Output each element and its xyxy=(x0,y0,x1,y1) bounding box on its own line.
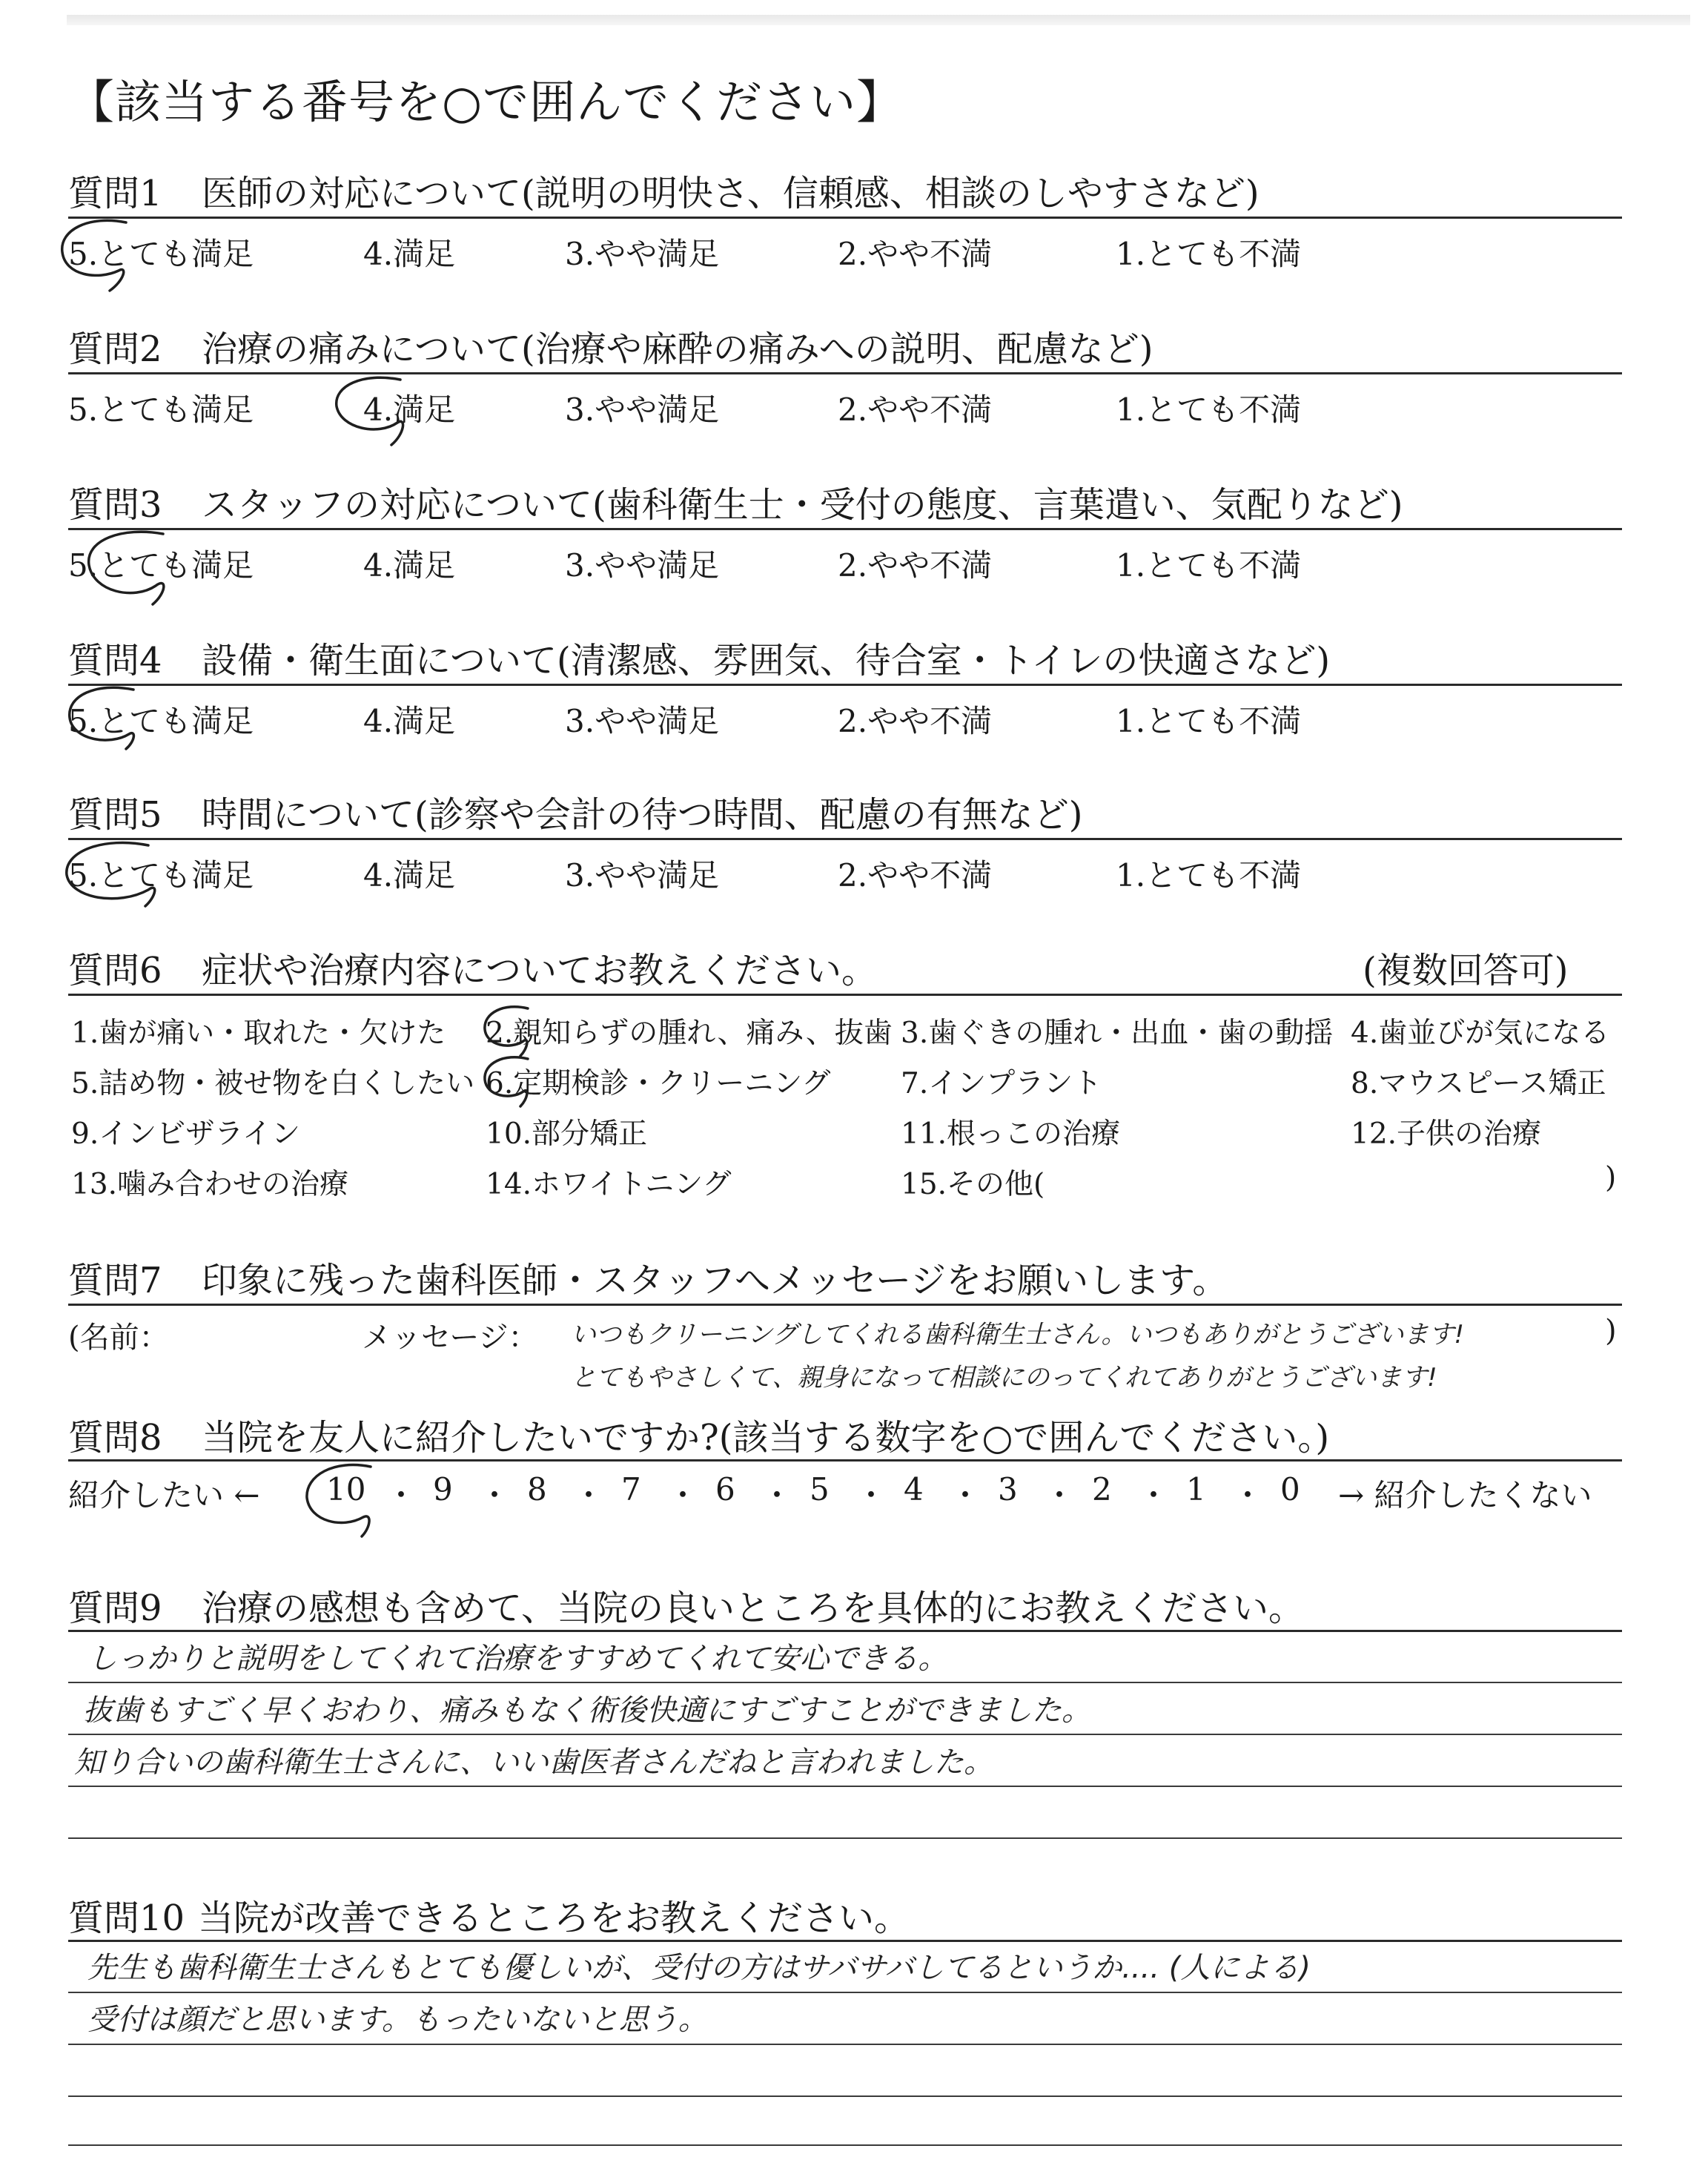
q2-option-1[interactable]: 1.とても不満 xyxy=(1116,392,1302,428)
q6-option-13[interactable]: 13.噛み合わせの治療 xyxy=(71,1168,349,1201)
q6-option-15[interactable]: 15.その他( xyxy=(901,1168,1045,1201)
scale-6[interactable]: 6 xyxy=(715,1471,735,1507)
scale-dot: ・ xyxy=(385,1477,417,1513)
q5-option-2[interactable]: 2.やや不満 xyxy=(838,857,993,894)
scale-dot: ・ xyxy=(573,1477,605,1513)
q3-option-1[interactable]: 1.とても不満 xyxy=(1116,547,1302,584)
scale-0[interactable]: 0 xyxy=(1280,1471,1300,1507)
recommend-left-label: 紹介したい ← xyxy=(68,1477,260,1513)
scale-dot: ・ xyxy=(479,1477,511,1513)
scale-dot: ・ xyxy=(1138,1477,1170,1513)
q9-answer-line-3[interactable]: 知り合いの歯科衛生士さんに、いい歯医者さんだねと言われました。 xyxy=(74,1745,993,1780)
q6-option-9[interactable]: 9.インビザライン xyxy=(71,1117,301,1151)
question-number: 質問9 xyxy=(68,1588,162,1629)
question-text: 症状や治療内容についてお教えください。 xyxy=(202,950,878,991)
message-answer-line-1[interactable]: いつもクリーニングしてくれる歯科衛生士さん。いつもありがとうございます! xyxy=(571,1320,1464,1350)
question-text: スタッフの対応について(歯科衛生士・受付の態度、言葉遣い、気配りなど) xyxy=(202,484,1403,526)
q2-option-4[interactable]: 4.満足 xyxy=(363,392,456,428)
q9-answer-line-1[interactable]: しっかりと説明をしてくれて治療をすすめてくれて安心できる。 xyxy=(87,1642,948,1676)
message-close-paren: ) xyxy=(1605,1314,1617,1348)
scale-dot: ・ xyxy=(667,1477,699,1513)
q1-option-2[interactable]: 2.やや不満 xyxy=(838,236,993,272)
q6-other-close-paren: ) xyxy=(1605,1161,1617,1195)
q5-option-5[interactable]: 5.とても満足 xyxy=(68,857,254,894)
scale-dot: ・ xyxy=(1044,1477,1076,1513)
q2-option-3[interactable]: 3.やや満足 xyxy=(565,392,720,428)
question-number: 質問8 xyxy=(68,1417,162,1459)
q2-option-2[interactable]: 2.やや不満 xyxy=(838,392,993,428)
q6-option-3[interactable]: 3.歯ぐきの腫れ・出血・歯の動揺 xyxy=(901,1017,1334,1050)
question-text: 医師の対応について(説明の明快さ、信頼感、相談のしやすさなど) xyxy=(202,173,1260,214)
q4-selection-circle xyxy=(70,687,134,749)
q4-option-4[interactable]: 4.満足 xyxy=(363,703,456,739)
question-text: 印象に残った歯科医師・スタッフへメッセージをお願いします。 xyxy=(202,1260,1228,1301)
q6-option-12[interactable]: 12.子供の治療 xyxy=(1351,1117,1542,1151)
q5-option-3[interactable]: 3.やや満足 xyxy=(565,857,720,894)
scale-3[interactable]: 3 xyxy=(998,1471,1018,1507)
q6-option-11[interactable]: 11.根っこの治療 xyxy=(901,1117,1121,1151)
recommend-right-label: → 紹介したくない xyxy=(1338,1477,1592,1513)
q10-answer-line-2[interactable]: 受付は顔だと思います。もったいないと思う。 xyxy=(87,2003,708,2037)
question-text: 時間について(診察や会計の待つ時間、配慮の有無など) xyxy=(202,794,1083,836)
q8-selection-circle xyxy=(307,1465,371,1536)
question-number: 質問1 xyxy=(68,173,162,214)
q3-selection-circle xyxy=(89,532,164,604)
q6-option-5[interactable]: 5.詰め物・被せ物を白くしたい xyxy=(71,1067,475,1100)
question-text: 治療の痛みについて(治療や麻酔の痛みへの説明、配慮など) xyxy=(202,328,1153,370)
q4-option-5[interactable]: 5.とても満足 xyxy=(68,703,254,739)
scale-2[interactable]: 2 xyxy=(1092,1471,1112,1507)
q1-option-4[interactable]: 4.満足 xyxy=(363,236,456,272)
q6-option-6-circle xyxy=(485,1057,528,1106)
scale-9[interactable]: 9 xyxy=(433,1471,453,1507)
name-label: (名前： xyxy=(68,1321,169,1355)
q10-answer-line-1[interactable]: 先生も歯科衛生士さんもとても優しいが、受付の方はサバサバしてるというか.... (人による) xyxy=(87,1951,1311,1985)
question-number: 質問2 xyxy=(68,328,162,370)
q6-option-14[interactable]: 14.ホワイトニング xyxy=(486,1168,732,1201)
q4-option-2[interactable]: 2.やや不満 xyxy=(838,703,993,739)
multiple-answer-note: (複数回答可) xyxy=(1363,950,1569,991)
question-number: 質問7 xyxy=(68,1260,162,1301)
scale-1[interactable]: 1 xyxy=(1186,1471,1206,1507)
q2-selection-circle xyxy=(337,377,403,445)
scale-5[interactable]: 5 xyxy=(810,1471,830,1507)
scale-4[interactable]: 4 xyxy=(904,1471,924,1507)
q1-option-3[interactable]: 3.やや満足 xyxy=(565,236,720,272)
q4-option-3[interactable]: 3.やや満足 xyxy=(565,703,720,739)
q1-option-5[interactable]: 5.とても満足 xyxy=(68,236,254,272)
q3-option-4[interactable]: 4.満足 xyxy=(363,547,456,584)
scale-dot: ・ xyxy=(1232,1477,1264,1513)
question-number: 質問10 xyxy=(68,1898,185,1939)
q3-option-2[interactable]: 2.やや不満 xyxy=(838,547,993,584)
question-text: 当院が改善できるところをお教えください。 xyxy=(198,1898,910,1939)
question-number: 質問3 xyxy=(68,484,162,526)
q5-option-4[interactable]: 4.満足 xyxy=(363,857,456,894)
question-number: 質問6 xyxy=(68,950,162,991)
question-text: 当院を友人に紹介したいですか?(該当する数字を○で囲んでください。) xyxy=(202,1417,1330,1459)
question-number: 質問4 xyxy=(68,640,162,681)
q6-option-8[interactable]: 8.マウスピース矯正 xyxy=(1351,1067,1606,1100)
q6-option-2[interactable]: 2.親知らずの腫れ、痛み、抜歯 xyxy=(486,1017,893,1050)
q3-option-3[interactable]: 3.やや満足 xyxy=(565,547,720,584)
q9-answer-line-2[interactable]: 抜歯もすごく早くおわり、痛みもなく術後快適にすごすことができました。 xyxy=(83,1694,1091,1728)
scale-dot: ・ xyxy=(950,1477,982,1513)
q6-option-4[interactable]: 4.歯並びが気になる xyxy=(1351,1017,1610,1050)
question-number: 質問5 xyxy=(68,794,162,836)
q6-option-1[interactable]: 1.歯が痛い・取れた・欠けた xyxy=(71,1017,446,1050)
q1-option-1[interactable]: 1.とても不満 xyxy=(1116,236,1302,272)
q6-option-6[interactable]: 6.定期検診・クリーニング xyxy=(486,1067,831,1100)
q4-option-1[interactable]: 1.とても不満 xyxy=(1116,703,1302,739)
question-text: 設備・衛生面について(清潔感、雰囲気、待合室・トイレの快適さなど) xyxy=(202,640,1331,681)
q2-option-5[interactable]: 5.とても満足 xyxy=(68,392,254,428)
page-title: 【該当する番号を○で囲んでください】 xyxy=(68,75,904,129)
scale-10[interactable]: 10 xyxy=(326,1471,366,1507)
scale-8[interactable]: 8 xyxy=(527,1471,547,1507)
q6-option-10[interactable]: 10.部分矯正 xyxy=(486,1117,648,1151)
q6-option-2-circle xyxy=(485,1007,528,1056)
message-answer-line-2[interactable]: とてもやさしくて、親身になって相談にのってくれてありがとうございます! xyxy=(571,1363,1437,1393)
message-label: メッセージ： xyxy=(362,1321,538,1355)
scale-dot: ・ xyxy=(761,1477,793,1513)
q6-option-7[interactable]: 7.インプラント xyxy=(901,1067,1102,1100)
q1-selection-circle xyxy=(62,220,126,291)
scale-7[interactable]: 7 xyxy=(621,1471,641,1507)
q5-selection-circle xyxy=(67,842,155,906)
scale-dot: ・ xyxy=(855,1477,887,1513)
question-text: 治療の感想も含めて、当院の良いところを具体的にお教えください。 xyxy=(202,1588,1305,1629)
q5-option-1[interactable]: 1.とても不満 xyxy=(1116,857,1302,894)
q3-option-5[interactable]: 5.とても満足 xyxy=(68,547,254,584)
